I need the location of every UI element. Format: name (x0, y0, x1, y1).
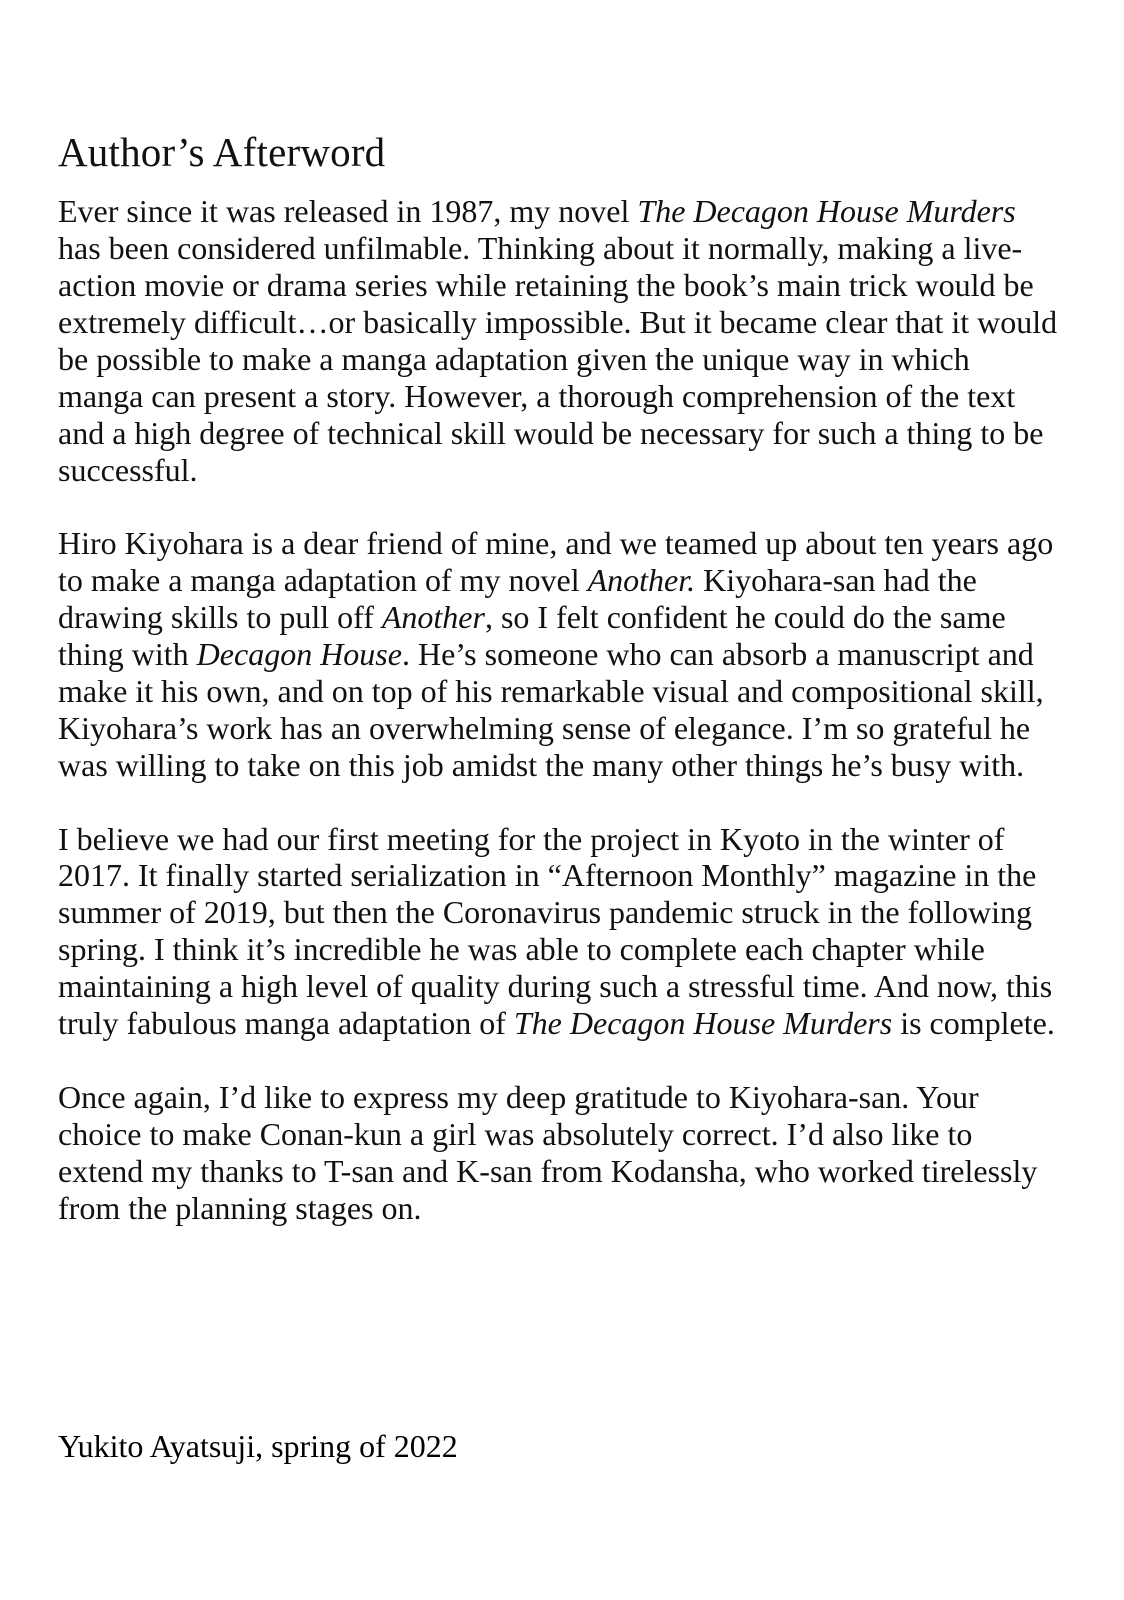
author-signature: Yukito Ayatsuji, spring of 2022 (58, 1428, 458, 1464)
paragraph-1 (58, 193, 1058, 488)
paragraph-1-text-2: has been considered unfilmable. Thinking about it normally, making a live-action movie or drama series while retaining the book’s main trick would be extremely difficult…or basically impossible. But it became clear that it would be possible to make a manga adaptation given the unique way in which manga can present a story. However, a thorough comprehension of the text and a high degree of technical skill would be necessary for such a thing to be successful. (58, 230, 1058, 488)
paragraph-4-text-1: Once again, I’d like to express my deep gratitude to Kiyohara-san. Your choice to make Conan-kun a girl was absolutely correct. I’d also like to extend my thanks to T-san and K-san from Kodansha, who worked tirelessly from the planning stages on. (58, 1078, 1038, 1226)
paragraph-2-italic-decagon-house: Decagon House (196, 636, 402, 673)
paragraph-1-italic-title: The Decagon House Murders (637, 193, 1016, 230)
paragraph-2-italic-another-1: Another. (587, 562, 696, 599)
paragraph-2 (58, 525, 1058, 783)
paragraph-2-text-3: , so I felt confident he could do the same thing with (58, 599, 1006, 673)
paragraph-4 (58, 1079, 1058, 1227)
paragraph-3-italic-title: The Decagon House Murders (513, 1005, 893, 1042)
paragraph-2-italic-another-2: Another (381, 599, 485, 636)
paragraph-1-text-1: Ever since it was released in 1987, my novel (58, 193, 638, 230)
paragraph-2-text-1: Hiro Kiyohara is a dear friend of mine, and we teamed up about ten years ago to make a manga adaptation of my novel (58, 525, 1054, 599)
paragraph-2-text-4: . He’s someone who can absorb a manuscript and make it his own, and on top of his remarkable visual and compositional skill, Kiyohara’s work has an overwhelming sense of elegance. I’m so grateful he was willing to take on this job amidst the many other things he’s busy with. (58, 636, 1044, 783)
paragraph-2-text-2: Kiyohara-san had the drawing skills to pull off (58, 562, 977, 636)
paragraph-3-text-1: I believe we had our first meeting for the project in Kyoto in the winter of 2017. It finally started serialization in “Afternoon Monthly” magazine in the summer of 2019, but then the Coronavirus pandemic struck in the following spring. I think it’s incredible he was able to complete each chapter while maintaining a high level of quality during such a stressful time. And now, this truly fabulous manga adaptation of (58, 820, 1053, 1042)
page-title: Author’s Afterword (58, 129, 386, 175)
paragraph-3-text-2: is complete. (892, 1005, 1055, 1042)
paragraph-3 (58, 821, 1058, 1042)
